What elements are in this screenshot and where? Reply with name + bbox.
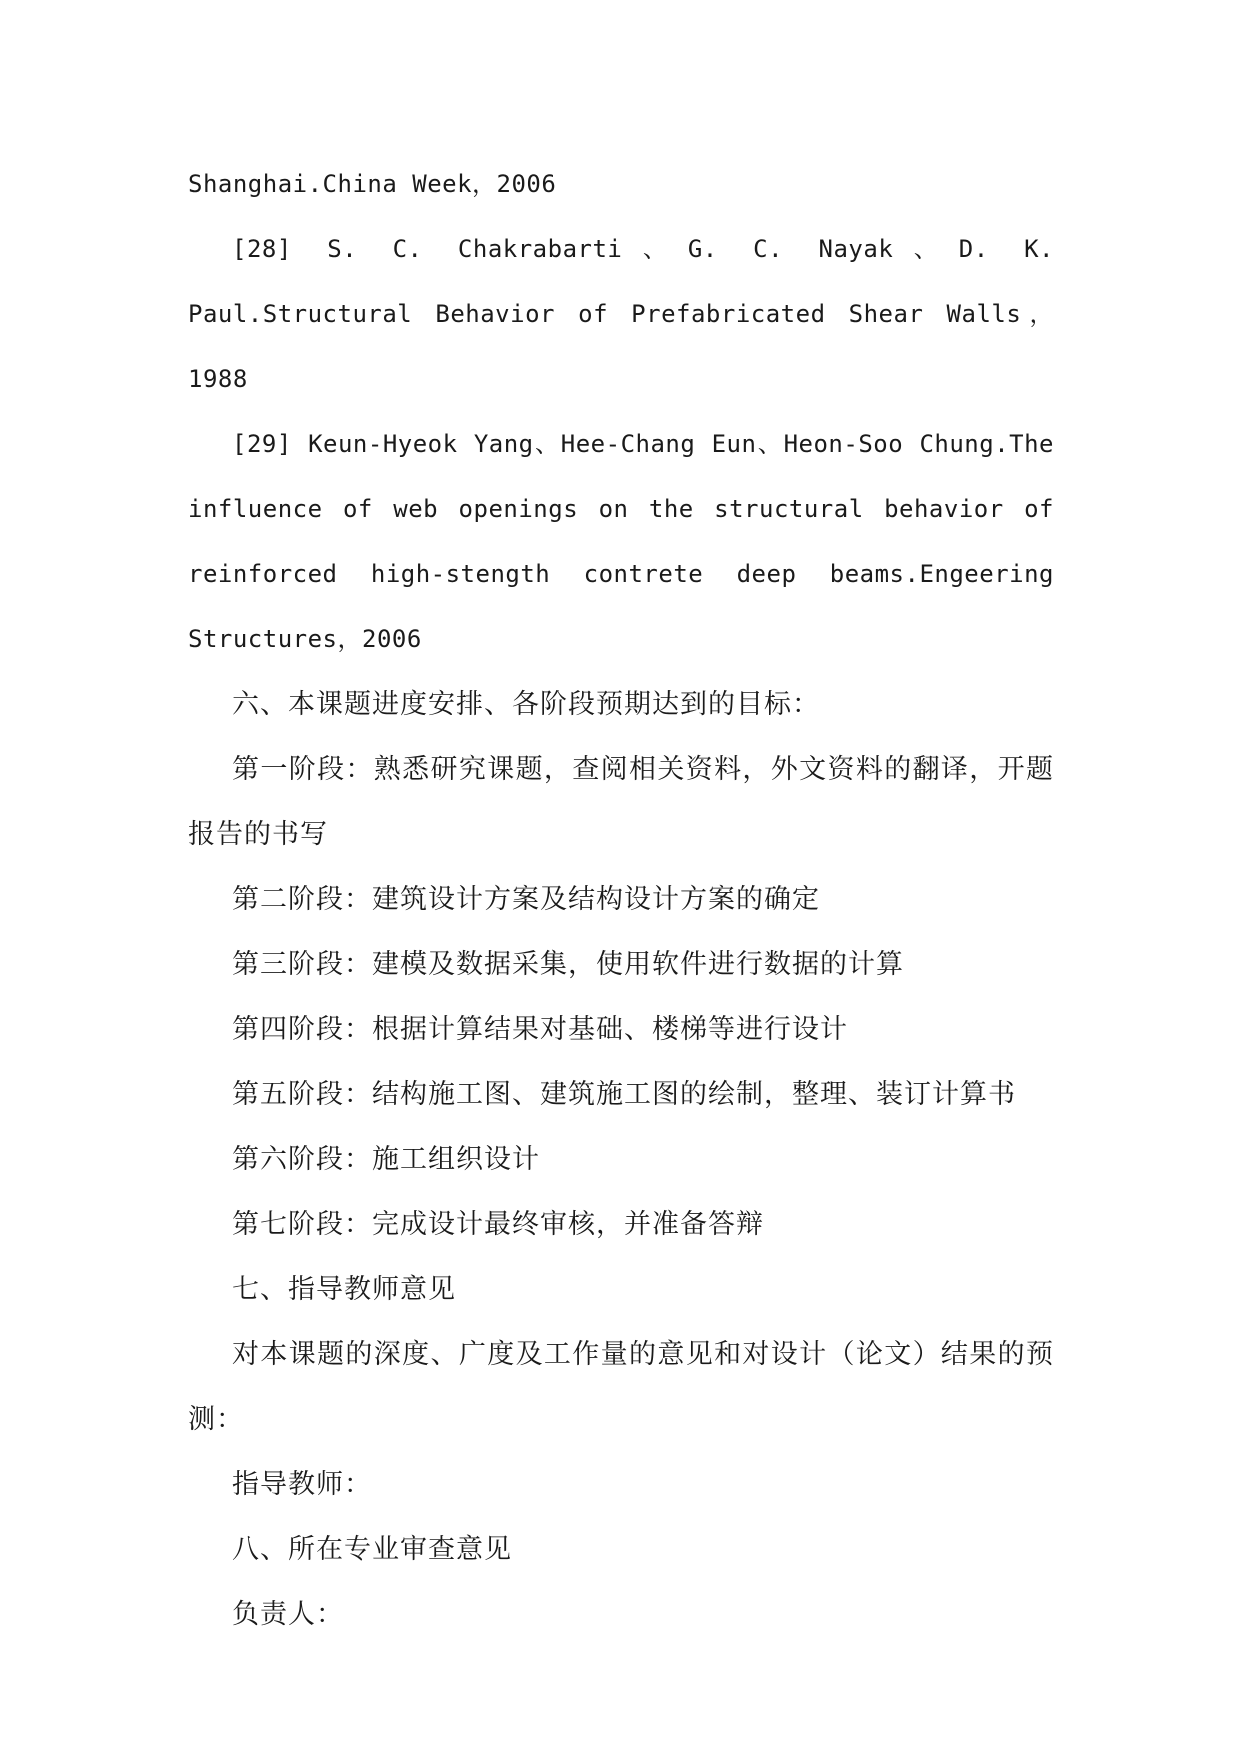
reviewer-signature-label: 负责人： xyxy=(232,1599,344,1630)
stage-3: 第三阶段：建模及数据采集，使用软件进行数据的计算 xyxy=(232,949,904,980)
stage-7: 第七阶段：完成设计最终审核，并准备答辩 xyxy=(232,1209,764,1240)
stage-6: 第六阶段：施工组织设计 xyxy=(232,1144,540,1175)
advisor-signature-label: 指导教师： xyxy=(232,1469,372,1500)
reference-29: [29] Keun-Hyeok Yang、Hee-Chang Eun、Heon-Soo Chung.The influence of web openings on the structural behavior of reinforced high-stength contrete deep beams.Engeering Structures，2006 xyxy=(188,430,1054,653)
section-7-heading: 七、指导教师意见 xyxy=(232,1274,456,1305)
stage-1: 第一阶段：熟悉研究课题，查阅相关资料，外文资料的翻译，开题报告的书写 xyxy=(188,754,1054,850)
section-6-heading: 六、本课题进度安排、各阶段预期达到的目标： xyxy=(232,689,820,720)
reference-27-continuation: Shanghai.China Week，2006 xyxy=(188,170,557,198)
stage-4: 第四阶段：根据计算结果对基础、楼梯等进行设计 xyxy=(232,1014,848,1045)
document-body xyxy=(188,152,1054,1647)
reference-28: [28] S. C. Chakrabarti、G. C. Nayak、D. K. Paul.Structural Behavior of Prefabricated Shear Walls，1988 xyxy=(188,235,1054,393)
stage-2: 第二阶段：建筑设计方案及结构设计方案的确定 xyxy=(232,884,820,915)
advisor-opinion-prompt: 对本课题的深度、广度及工作量的意见和对设计（论文）结果的预测： xyxy=(188,1339,1054,1435)
section-8-heading: 八、所在专业审查意见 xyxy=(232,1534,512,1565)
stage-5: 第五阶段：结构施工图、建筑施工图的绘制，整理、装订计算书 xyxy=(232,1079,1016,1110)
